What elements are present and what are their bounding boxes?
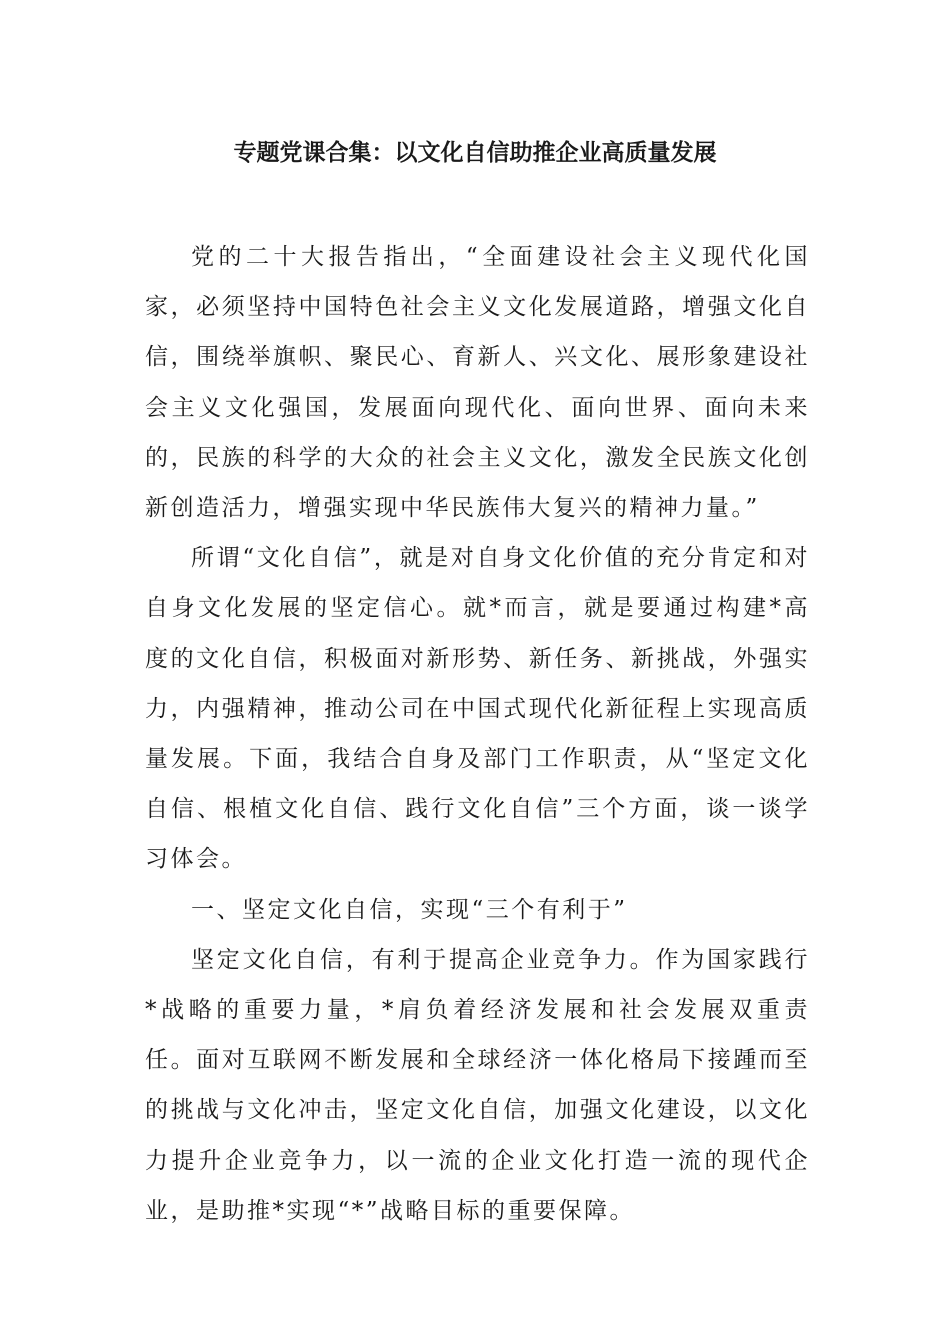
section-heading: 一、坚定文化自信，实现“三个有利于”: [191, 896, 628, 923]
paragraph: 所谓“文化自信”，就是对自身文化价值的充分肯定和对自身文化发展的坚定信心。就*而言，就是要通过构建*高度的文化自信，积极面对新形势、新任务、新挑战，外强实力，内强精神，推动公司在中国式现代化新征程上实现高质量发展。下面，我结合自身及部门工作职责，从“坚定文化自信、根植文化自信、践行文化自信”三个方面，谈一谈学习体会。: [145, 545, 810, 873]
paragraph: 坚定文化自信，有利于提高企业竞争力。作为国家践行*战略的重要力量，*肩负着经济发展和社会发展双重责任。面对互联网不断发展和全球经济一体化格局下接踵而至的挑战与文化冲击，坚定文化自信，加强文化建设，以文化力提升企业竞争力，以一流的企业文化打造一流的现代企业，是助推*实现“*”战略目标的重要保障。: [145, 946, 810, 1224]
document-body: [145, 232, 810, 1236]
document-title: 专题党课合集：以文化自信助推企业高质量发展: [233, 140, 717, 166]
paragraph: 党的二十大报告指出，“全面建设社会主义现代化国家，必须坚持中国特色社会主义文化发展道路，增强文化自信，围绕举旗帜、聚民心、育新人、兴文化、展形象建设社会主义文化强国，发展面向现代化、面向世界、面向未来的，民族的科学的大众的社会主义文化，激发全民族文化创新创造活力，增强实现中华民族伟大复兴的精神力量。”: [145, 244, 810, 522]
